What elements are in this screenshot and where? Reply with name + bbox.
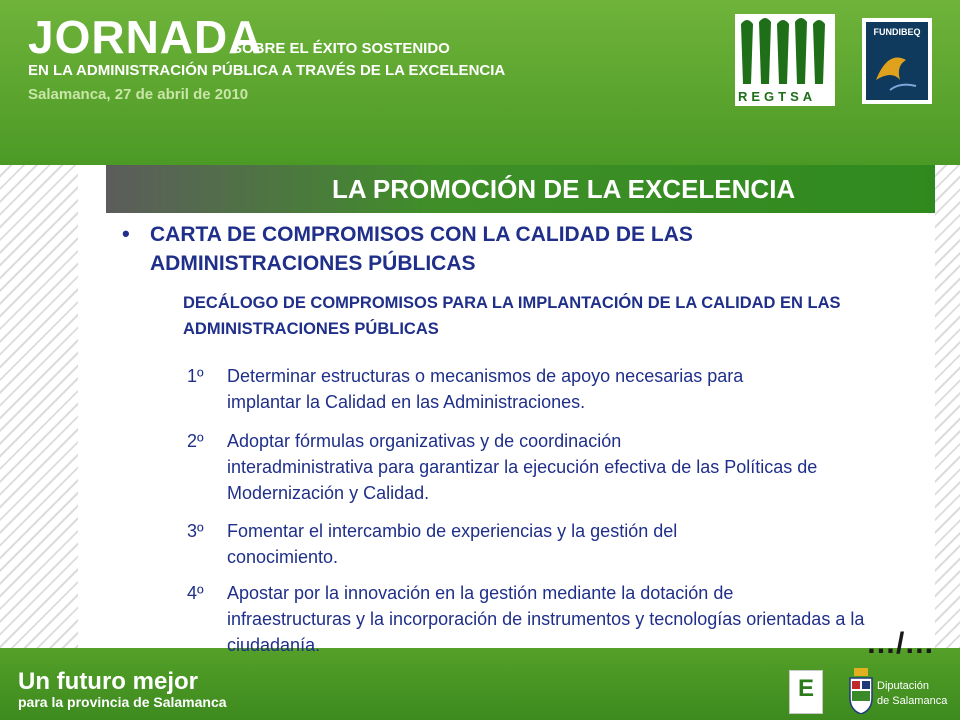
left-stripe-border (0, 165, 78, 648)
diputacion-label-line1: Diputación (877, 680, 929, 692)
right-stripe-border (935, 165, 960, 648)
diputacion-shield-icon (848, 668, 874, 714)
item-number: 4º (187, 583, 204, 603)
item-text-rest: infraestructuras y la incorporación de instrumentos y tecnologías orientadas a la ciudadanía. (227, 609, 865, 655)
item-text-rest: conocimiento. (227, 547, 339, 567)
event-date: Salamanca, 27 de abril de 2010 (28, 86, 249, 103)
commitment-item (187, 518, 927, 570)
item-number: 1º (187, 366, 204, 386)
event-subtitle-line2: EN LA ADMINISTRACIÓN PÚBLICA A TRAVÉS DE LA EXCELENCIA (28, 62, 506, 79)
commitment-item (187, 363, 927, 415)
commitment-item (187, 580, 927, 658)
footer-tagline: Un futuro mejor (18, 668, 198, 695)
fundibeq-emblem-icon (866, 40, 928, 100)
item-text-rest: interadministrativa para garantizar la ejecución efectiva de las Políticas de Modernización y Calidad. (227, 457, 818, 503)
slide-heading: CARTA DE COMPROMISOS CON LA CALIDAD DE LAS ADMINISTRACIONES PÚBLICAS (150, 223, 693, 275)
event-subtitle-line1: SOBRE EL ÉXITO SOSTENIDO (232, 40, 450, 57)
diputacion-label-line2: de Salamanca (877, 695, 948, 707)
footer-tagline-sub: para la provincia de Salamanca (18, 694, 227, 710)
bullet-marker: • (122, 221, 130, 246)
item-text-first: Apostar por la innovación en la gestión mediante la dotación de (227, 583, 734, 603)
item-text-first: Fomentar el intercambio de experiencias y la gestión del (227, 521, 678, 541)
regtsa-label: REGTSA (738, 89, 817, 104)
event-title: JORNADA (28, 11, 263, 63)
commitment-item (187, 428, 927, 506)
fundibeq-label: FUNDIBEQ (873, 27, 921, 37)
slide-subheading: DECÁLOGO DE COMPROMISOS PARA LA IMPLANTACIÓN DE LA CALIDAD EN LAS ADMINISTRACIONES PÚBLICAS (183, 294, 841, 338)
item-text-rest: implantar la Calidad en las Administraciones. (227, 392, 586, 412)
continue-mark: …/… (866, 627, 935, 660)
excellence-e-logo (789, 670, 823, 714)
item-number: 2º (187, 431, 204, 451)
item-number: 3º (187, 521, 204, 541)
fundibeq-logo (862, 18, 932, 104)
item-text-first: Adoptar fórmulas organizativas y de coordinación (227, 431, 622, 451)
item-text-first: Determinar estructuras o mecanismos de apoyo necesarias para (227, 366, 744, 386)
e-logo-letter: E (797, 675, 814, 702)
slide-title: LA PROMOCIÓN DE LA EXCELENCIA (332, 174, 796, 204)
